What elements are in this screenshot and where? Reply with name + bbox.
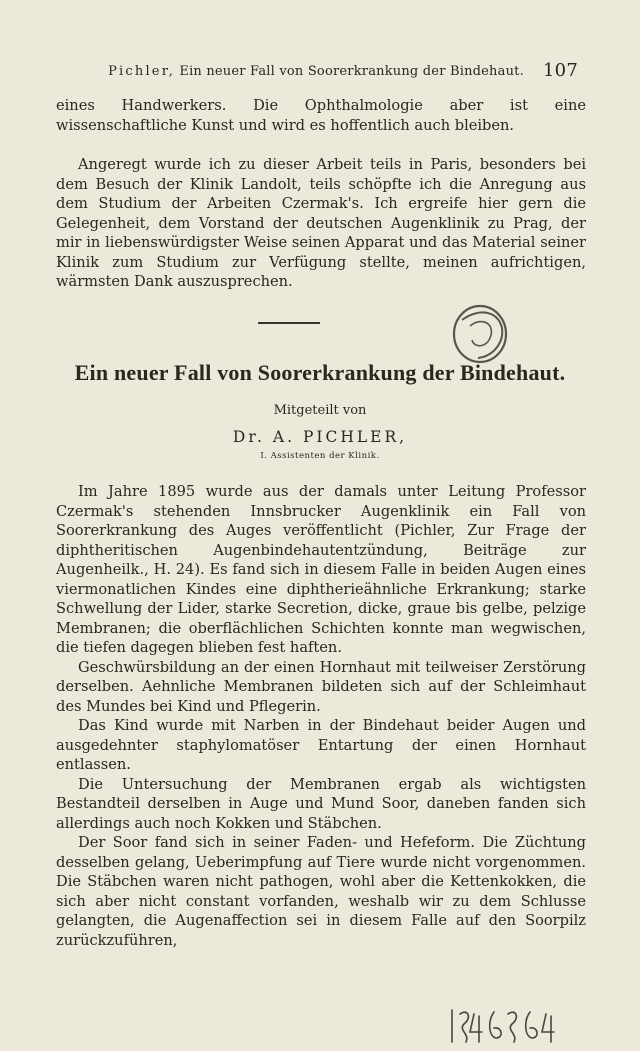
section-rule (258, 322, 320, 324)
article-author: Dr. A. PICHLER, (232, 428, 408, 446)
article-body (56, 482, 586, 950)
header-author: Pichler, (108, 64, 176, 79)
running-header (56, 60, 578, 81)
author-position: I. Assistenten der Klinik. (260, 451, 380, 461)
intro-paragraph-1: eines Handwerkers. Die Ophthalmologie aber ist eine wissenschaftliche Kunst und wird es hoffentlich auch bleiben. (56, 97, 586, 134)
intro-text (56, 96, 586, 292)
library-stamp-icon (448, 298, 516, 368)
body-paragraph-3: Das Kind wurde mit Narben in der Bindehaut beider Augen und ausgedehnter staphylomatöser Entartung der einen Hornhaut entlassen. (56, 717, 586, 773)
communicated-by: Mitgeteilt von (273, 403, 367, 418)
handwritten-shelfmark (448, 1006, 556, 1044)
header-title: Ein neuer Fall von Soorerkrankung der Bindehaut. (179, 64, 524, 79)
body-paragraph-2: Geschwürsbildung an der einen Hornhaut mit teilweiser Zerstörung derselben. Aehnliche Membranen bildeten sich auf der Schleimhaut des Mundes bei Kind und Pflegerin. (56, 658, 586, 715)
page-number: 107 (543, 60, 578, 81)
body-paragraph-1: Im Jahre 1895 wurde aus der damals unter Leitung Professor Czermak's stehenden Innsbrucker Augenklinik ein Fall von Soorerkrankung des Auges veröffentlicht (Pichler, Zur Frage der diphtheritischen Augenbindehautentzündung, Beiträge zur Augenheilk., H. 24). Es fand sich in diesem Falle in beiden Augen eines viermonatlichen Kindes eine diphtherieähnliche Erkrankung; starke Schwellung der Lider, starke Secretion, dicke, graue bis gelbe, pelzige Membranen; die oberflächlichen Schichten konnte man wegwischen, die tiefen dagegen blieben fest haften. (56, 483, 586, 656)
body-paragraph-5: Der Soor fand sich in seiner Faden- und Hefeform. Die Züchtung desselben gelang, Ueberimpfung auf Tiere wurde nicht vorgenommen. Die Stäbchen waren nicht pathogen, wohl aber die Kettenkokken, die sich aber nicht constant vorfanden, weshalb wir zu dem Schlusse gelangten, die Augenaffection sei in diesem Falle auf den Soorpilz zurückzuführen, (56, 834, 586, 949)
intro-paragraph-2: Angeregt wurde ich zu dieser Arbeit teils in Paris, besonders bei dem Besuch der Klinik Landolt, teils schöpfte ich die Anregung aus dem Studium der Arbeiten Czermak's. Ich ergreife hier gern die Gelegenheit, dem Vorstand der deutschen Augenklinik zu Prag, der mir in liebenswürdigster Weise seinen Apparat und das Material seiner Klinik zum Studium zur Verfügung stellte, meinen aufrichtigen, wärmsten Dank auszusprechen. (56, 156, 586, 290)
article-title: Ein neuer Fall von Soorerkrankung der Bindehaut. (74, 360, 566, 385)
body-paragraph-4: Die Untersuchung der Membranen ergab als wichtigsten Bestandteil derselben in Auge und Mund Soor, daneben fanden sich allerdings auch noch Kokken und Stäbchen. (56, 775, 586, 832)
